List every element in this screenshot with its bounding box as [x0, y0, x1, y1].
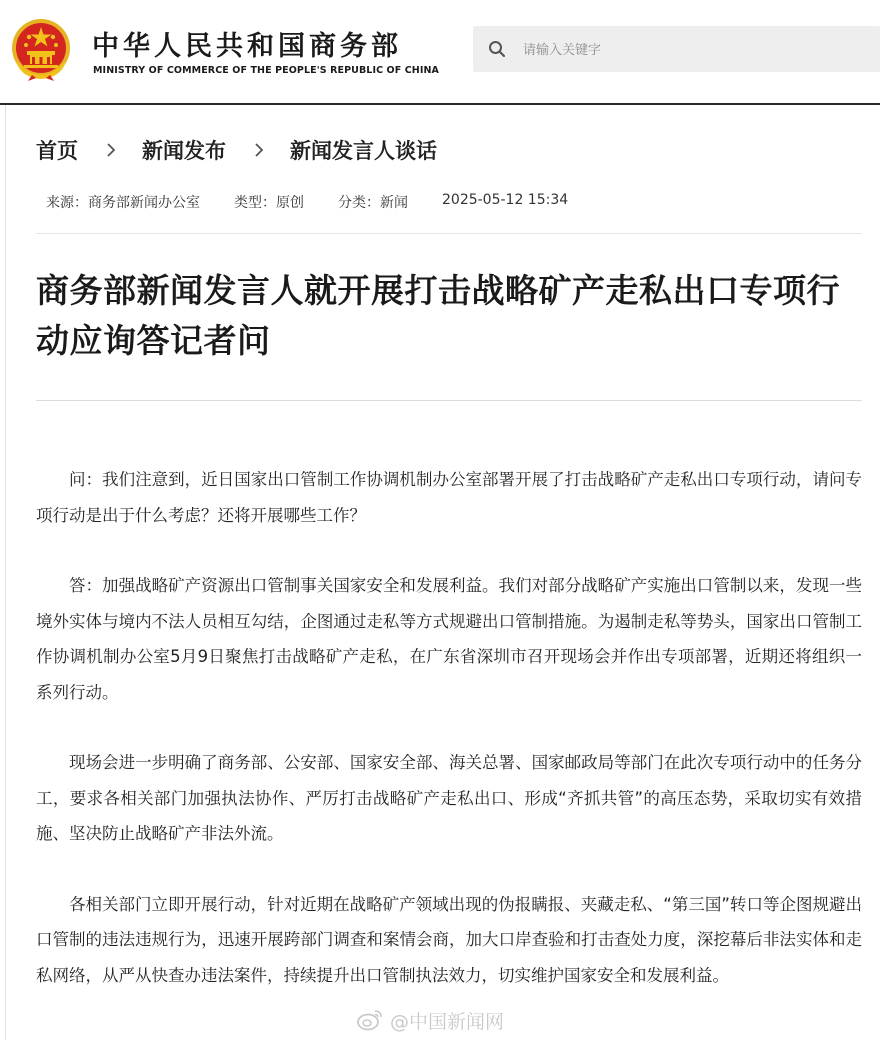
watermark-text: @中国新闻网 — [390, 1010, 505, 1033]
breadcrumb — [36, 134, 437, 166]
article-paragraph: 问：我们注意到，近日国家出口管制工作协调机制办公室部署开展了打击战略矿产走私出口专项行动，请问专项行动是出于什么考虑？还将开展哪些工作？ — [36, 470, 862, 525]
watermark — [356, 1005, 504, 1035]
meta-source: 来源：商务部新闻办公室 — [46, 195, 200, 211]
breadcrumb-home[interactable]: 首页 — [36, 139, 78, 163]
search-box[interactable] — [473, 26, 880, 72]
meta-divider — [36, 233, 862, 234]
article-title: 商务部新闻发言人就开展打击战略矿产走私出口专项行动应询答记者问 — [36, 271, 840, 360]
title-divider — [36, 400, 862, 401]
article-meta — [46, 192, 568, 212]
meta-category: 分类：新闻 — [338, 195, 408, 211]
meta-datetime: 2025-05-12 15:34 — [442, 192, 569, 208]
ministry-name-cn[interactable]: 中华人民共和国商务部 — [92, 31, 402, 62]
chevron-right-icon — [102, 141, 120, 159]
breadcrumb-news-release[interactable]: 新闻发布 — [142, 139, 226, 163]
article-paragraph: 现场会进一步明确了商务部、公安部、国家安全部、海关总署、国家邮政局等部门在此次专项行动中的任务分工，要求各相关部门加强执法协作、严厉打击战略矿产走私出口、形成“齐抓共管”的高压态势，采取切实有效措施、坚决防止战略矿产非法外流。 — [36, 753, 862, 843]
national-emblem-icon[interactable] — [10, 18, 72, 82]
ministry-name-en: MINISTRY OF COMMERCE OF THE PEOPLE'S REPUBLIC OF CHINA — [93, 65, 439, 76]
header-divider — [0, 103, 880, 105]
meta-type: 类型：原创 — [234, 195, 304, 211]
site-header — [0, 0, 880, 104]
article-paragraph: 答：加强战略矿产资源出口管制事关国家安全和发展利益。我们对部分战略矿产实施出口管制以来，发现一些境外实体与境内不法人员相互勾结，企图通过走私等方式规避出口管制措施。为遏制走私等势头，国家出口管制工作协调机制办公室5月9日聚焦打击战略矿产走私，在广东省深圳市召开现场会并作出专项部署，近期还将组织一系列行动。 — [36, 576, 862, 702]
page-left-border — [5, 105, 6, 1040]
search-icon[interactable] — [487, 39, 507, 59]
article-paragraph: 各相关部门立即开展行动，针对近期在战略矿产领域出现的伪报瞒报、夹藏走私、“第三国”转口等企图规避出口管制的违法违规行为，迅速开展跨部门调查和案情会商，加大口岸查验和打击查处力度，深挖幕后非法实体和走私网络，从严从快查办违法案件，持续提升出口管制执法效力，切实维护国家安全和发展利益。 — [36, 894, 862, 985]
search-input[interactable] — [521, 36, 865, 64]
article-body — [36, 462, 862, 1028]
weibo-icon — [356, 1008, 384, 1032]
breadcrumb-spokesperson-talk[interactable]: 新闻发言人谈话 — [290, 139, 437, 163]
chevron-right-icon — [250, 141, 268, 159]
